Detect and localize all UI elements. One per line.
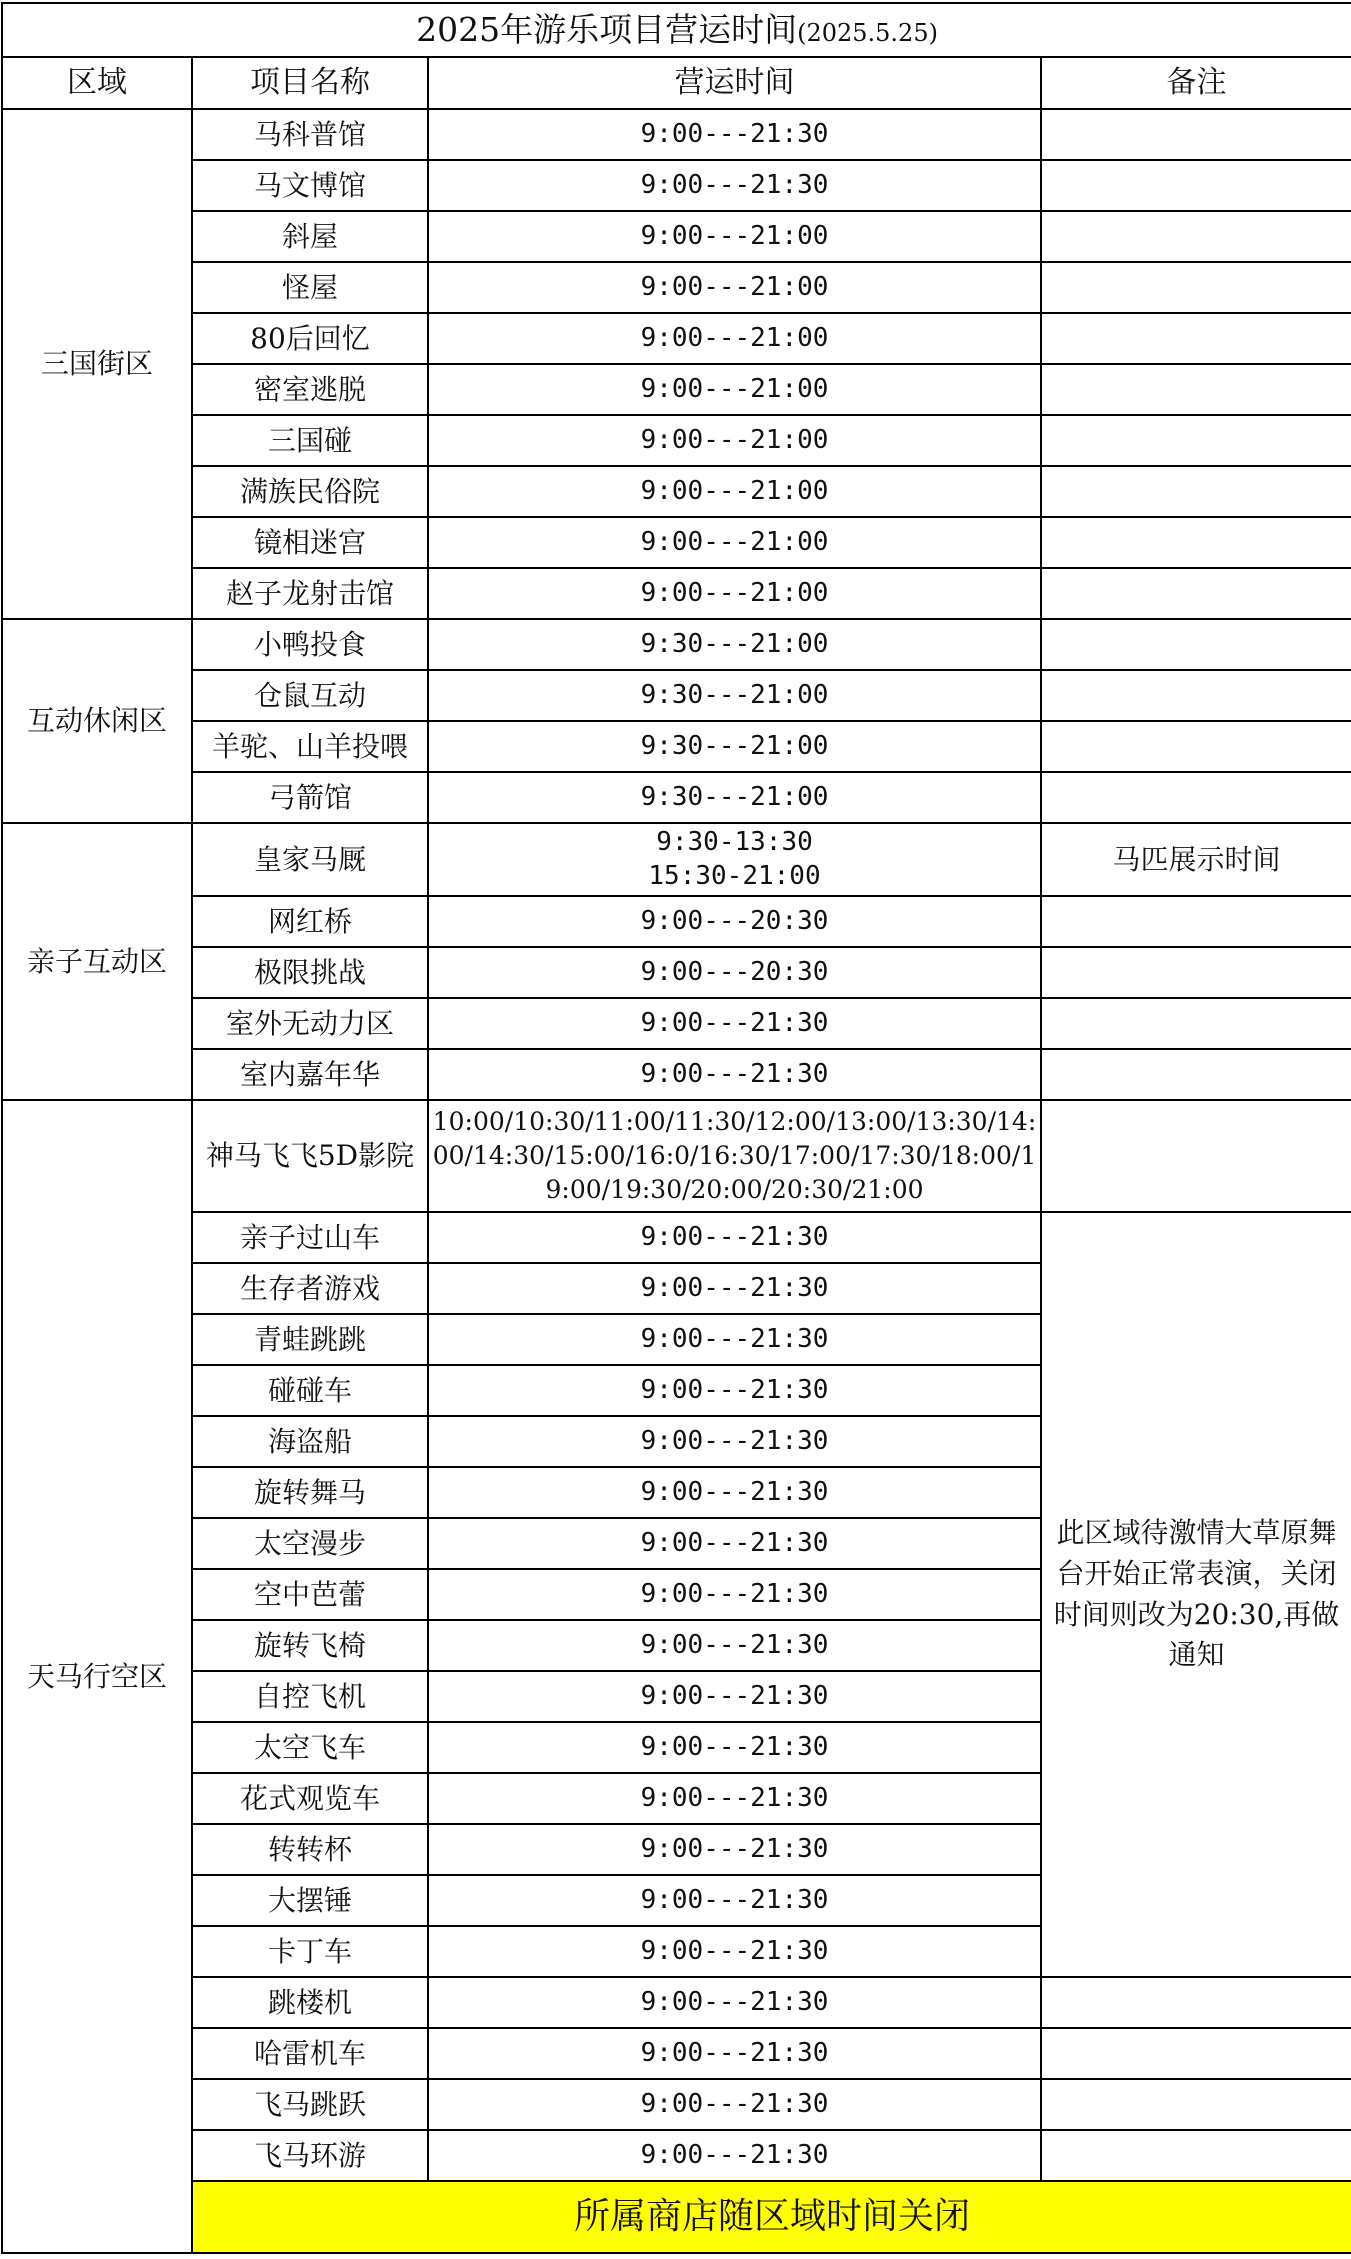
table-row [2, 823, 1351, 896]
merged-note: 此区域待激情大草原舞台开始正常表演，关闭时间则改为20:30,再做通知 [1041, 1212, 1351, 1977]
table-row [2, 262, 1351, 313]
item-name: 80后回忆 [192, 313, 428, 364]
item-hours: 9:00---21:00 [428, 313, 1041, 364]
item-hours: 9:00---21:30 [428, 1977, 1041, 2028]
item-note [1041, 415, 1351, 466]
item-name: 怪屋 [192, 262, 428, 313]
table-row [2, 1100, 1351, 1212]
item-name: 大摆锤 [192, 1875, 428, 1926]
item-name: 哈雷机车 [192, 2028, 428, 2079]
table-row [2, 670, 1351, 721]
item-note [1041, 466, 1351, 517]
item-note [1041, 2079, 1351, 2130]
item-name: 自控飞机 [192, 1671, 428, 1722]
item-hours: 9:00---21:00 [428, 262, 1041, 313]
hours-line-2: 15:30-21:00 [648, 860, 821, 891]
table-row [2, 1049, 1351, 1100]
table-row [2, 721, 1351, 772]
table-row [2, 313, 1351, 364]
item-hours: 9:00---21:30 [428, 1926, 1041, 1977]
item-name: 神马飞飞5D影院 [192, 1100, 428, 1212]
item-name: 跳楼机 [192, 1977, 428, 2028]
item-hours: 9:00---21:30 [428, 1824, 1041, 1875]
item-name: 室内嘉年华 [192, 1049, 428, 1100]
item-note: 马匹展示时间 [1041, 823, 1351, 896]
item-name: 仓鼠互动 [192, 670, 428, 721]
item-hours: 9:00---21:30 [428, 1314, 1041, 1365]
item-note [1041, 262, 1351, 313]
item-note [1041, 721, 1351, 772]
item-name: 室外无动力区 [192, 998, 428, 1049]
item-note [1041, 211, 1351, 262]
title-row [2, 3, 1351, 57]
item-name: 密室逃脱 [192, 364, 428, 415]
item-name: 弓箭馆 [192, 772, 428, 823]
table-row [2, 109, 1351, 160]
hours-line-1: 9:30-13:30 [656, 826, 813, 857]
item-hours: 9:00---21:30 [428, 1722, 1041, 1773]
item-name: 亲子过山车 [192, 1212, 428, 1263]
title-date: (2025.5.25) [797, 19, 938, 48]
table-row [2, 2028, 1351, 2079]
item-name: 太空飞车 [192, 1722, 428, 1773]
item-hours: 9:00---21:00 [428, 517, 1041, 568]
item-name: 花式观览车 [192, 1773, 428, 1824]
header-hours: 营运时间 [428, 57, 1041, 109]
item-name: 飞马跳跃 [192, 2079, 428, 2130]
table-row [2, 211, 1351, 262]
item-note [1041, 947, 1351, 998]
item-hours: 9:00---21:30 [428, 109, 1041, 160]
item-name: 海盗船 [192, 1416, 428, 1467]
item-hours: 9:00---21:30 [428, 1773, 1041, 1824]
table-row [2, 772, 1351, 823]
item-hours: 9:00---21:30 [428, 1049, 1041, 1100]
item-note [1041, 670, 1351, 721]
zone-cell: 三国街区 [2, 109, 192, 619]
item-note [1041, 619, 1351, 670]
table-row [2, 517, 1351, 568]
zone-cell: 互动休闲区 [2, 619, 192, 823]
item-hours: 9:00---21:30 [428, 1569, 1041, 1620]
item-note [1041, 896, 1351, 947]
item-name: 满族民俗院 [192, 466, 428, 517]
table-row [2, 415, 1351, 466]
item-hours: 9:00---21:00 [428, 364, 1041, 415]
item-hours: 9:00---21:30 [428, 2028, 1041, 2079]
item-note [1041, 517, 1351, 568]
item-note [1041, 998, 1351, 1049]
item-hours: 9:00---21:30 [428, 2130, 1041, 2181]
item-note [1041, 568, 1351, 619]
item-hours: 9:00---20:30 [428, 947, 1041, 998]
item-name: 空中芭蕾 [192, 1569, 428, 1620]
item-name: 极限挑战 [192, 947, 428, 998]
table-row [2, 568, 1351, 619]
table-row [2, 2130, 1351, 2181]
table-row [2, 947, 1351, 998]
schedule-table [1, 2, 1351, 2254]
title-text: 2025年游乐项目营运时间 [416, 10, 798, 50]
item-hours: 9:30---21:00 [428, 670, 1041, 721]
item-hours: 9:00---21:30 [428, 160, 1041, 211]
item-hours: 9:00---21:30 [428, 1263, 1041, 1314]
table-row [2, 619, 1351, 670]
item-note [1041, 1100, 1351, 1212]
item-hours: 9:00---20:30 [428, 896, 1041, 947]
table-row [2, 2079, 1351, 2130]
zone-cell: 天马行空区 [2, 1100, 192, 2253]
item-hours: 9:00---21:30 [428, 998, 1041, 1049]
item-note [1041, 1977, 1351, 2028]
item-note [1041, 160, 1351, 211]
item-name: 旋转舞马 [192, 1467, 428, 1518]
item-name: 旋转飞椅 [192, 1620, 428, 1671]
item-note [1041, 313, 1351, 364]
item-hours: 9:00---21:00 [428, 466, 1041, 517]
item-hours: 9:30---21:00 [428, 772, 1041, 823]
item-name: 网红桥 [192, 896, 428, 947]
item-hours: 9:00---21:00 [428, 568, 1041, 619]
header-row [2, 57, 1351, 109]
table-row [2, 466, 1351, 517]
item-name: 青蛙跳跳 [192, 1314, 428, 1365]
item-name: 赵子龙射击馆 [192, 568, 428, 619]
item-name: 马科普馆 [192, 109, 428, 160]
item-hours: 9:00---21:00 [428, 415, 1041, 466]
item-hours [428, 823, 1041, 896]
item-note [1041, 772, 1351, 823]
item-hours: 9:00---21:30 [428, 1518, 1041, 1569]
item-name: 皇家马厩 [192, 823, 428, 896]
item-note [1041, 1049, 1351, 1100]
item-hours: 9:30---21:00 [428, 721, 1041, 772]
item-name: 斜屋 [192, 211, 428, 262]
header-zone: 区域 [2, 57, 192, 109]
item-name: 小鸭投食 [192, 619, 428, 670]
item-hours: 9:00---21:30 [428, 1212, 1041, 1263]
item-note [1041, 109, 1351, 160]
item-name: 三国碰 [192, 415, 428, 466]
item-note [1041, 2028, 1351, 2079]
item-name: 太空漫步 [192, 1518, 428, 1569]
table-row [2, 998, 1351, 1049]
item-hours: 9:30---21:00 [428, 619, 1041, 670]
table-row [2, 896, 1351, 947]
item-note [1041, 364, 1351, 415]
header-note: 备注 [1041, 57, 1351, 109]
item-hours: 9:00---21:30 [428, 1365, 1041, 1416]
item-hours: 9:00---21:00 [428, 211, 1041, 262]
item-name: 碰碰车 [192, 1365, 428, 1416]
item-name: 镜相迷宫 [192, 517, 428, 568]
item-note [1041, 2130, 1351, 2181]
zone-cell: 亲子互动区 [2, 823, 192, 1100]
item-hours: 9:00---21:30 [428, 1467, 1041, 1518]
item-name: 生存者游戏 [192, 1263, 428, 1314]
footer-notice: 所属商店随区域时间关闭 [192, 2181, 1351, 2253]
item-hours: 9:00---21:30 [428, 1620, 1041, 1671]
table-row [2, 1212, 1351, 1263]
item-name: 转转杯 [192, 1824, 428, 1875]
table-row [2, 160, 1351, 211]
item-name: 羊驼、山羊投喂 [192, 721, 428, 772]
item-name: 卡丁车 [192, 1926, 428, 1977]
table-row [2, 1977, 1351, 2028]
page-title [2, 3, 1351, 57]
item-hours: 9:00---21:30 [428, 1671, 1041, 1722]
table-row [2, 364, 1351, 415]
item-hours: 9:00---21:30 [428, 1875, 1041, 1926]
item-hours: 9:00---21:30 [428, 2079, 1041, 2130]
header-name: 项目名称 [192, 57, 428, 109]
item-hours: 9:00---21:30 [428, 1416, 1041, 1467]
item-name: 飞马环游 [192, 2130, 428, 2181]
footer-row [2, 2181, 1351, 2253]
item-hours: 10:00/10:30/11:00/11:30/12:00/13:00/13:30/14:00/14:30/15:00/16:0/16:30/17:00/17:30/18:00/19:00/19:30/20:00/20:30/21:00 [428, 1100, 1041, 1212]
item-name: 马文博馆 [192, 160, 428, 211]
